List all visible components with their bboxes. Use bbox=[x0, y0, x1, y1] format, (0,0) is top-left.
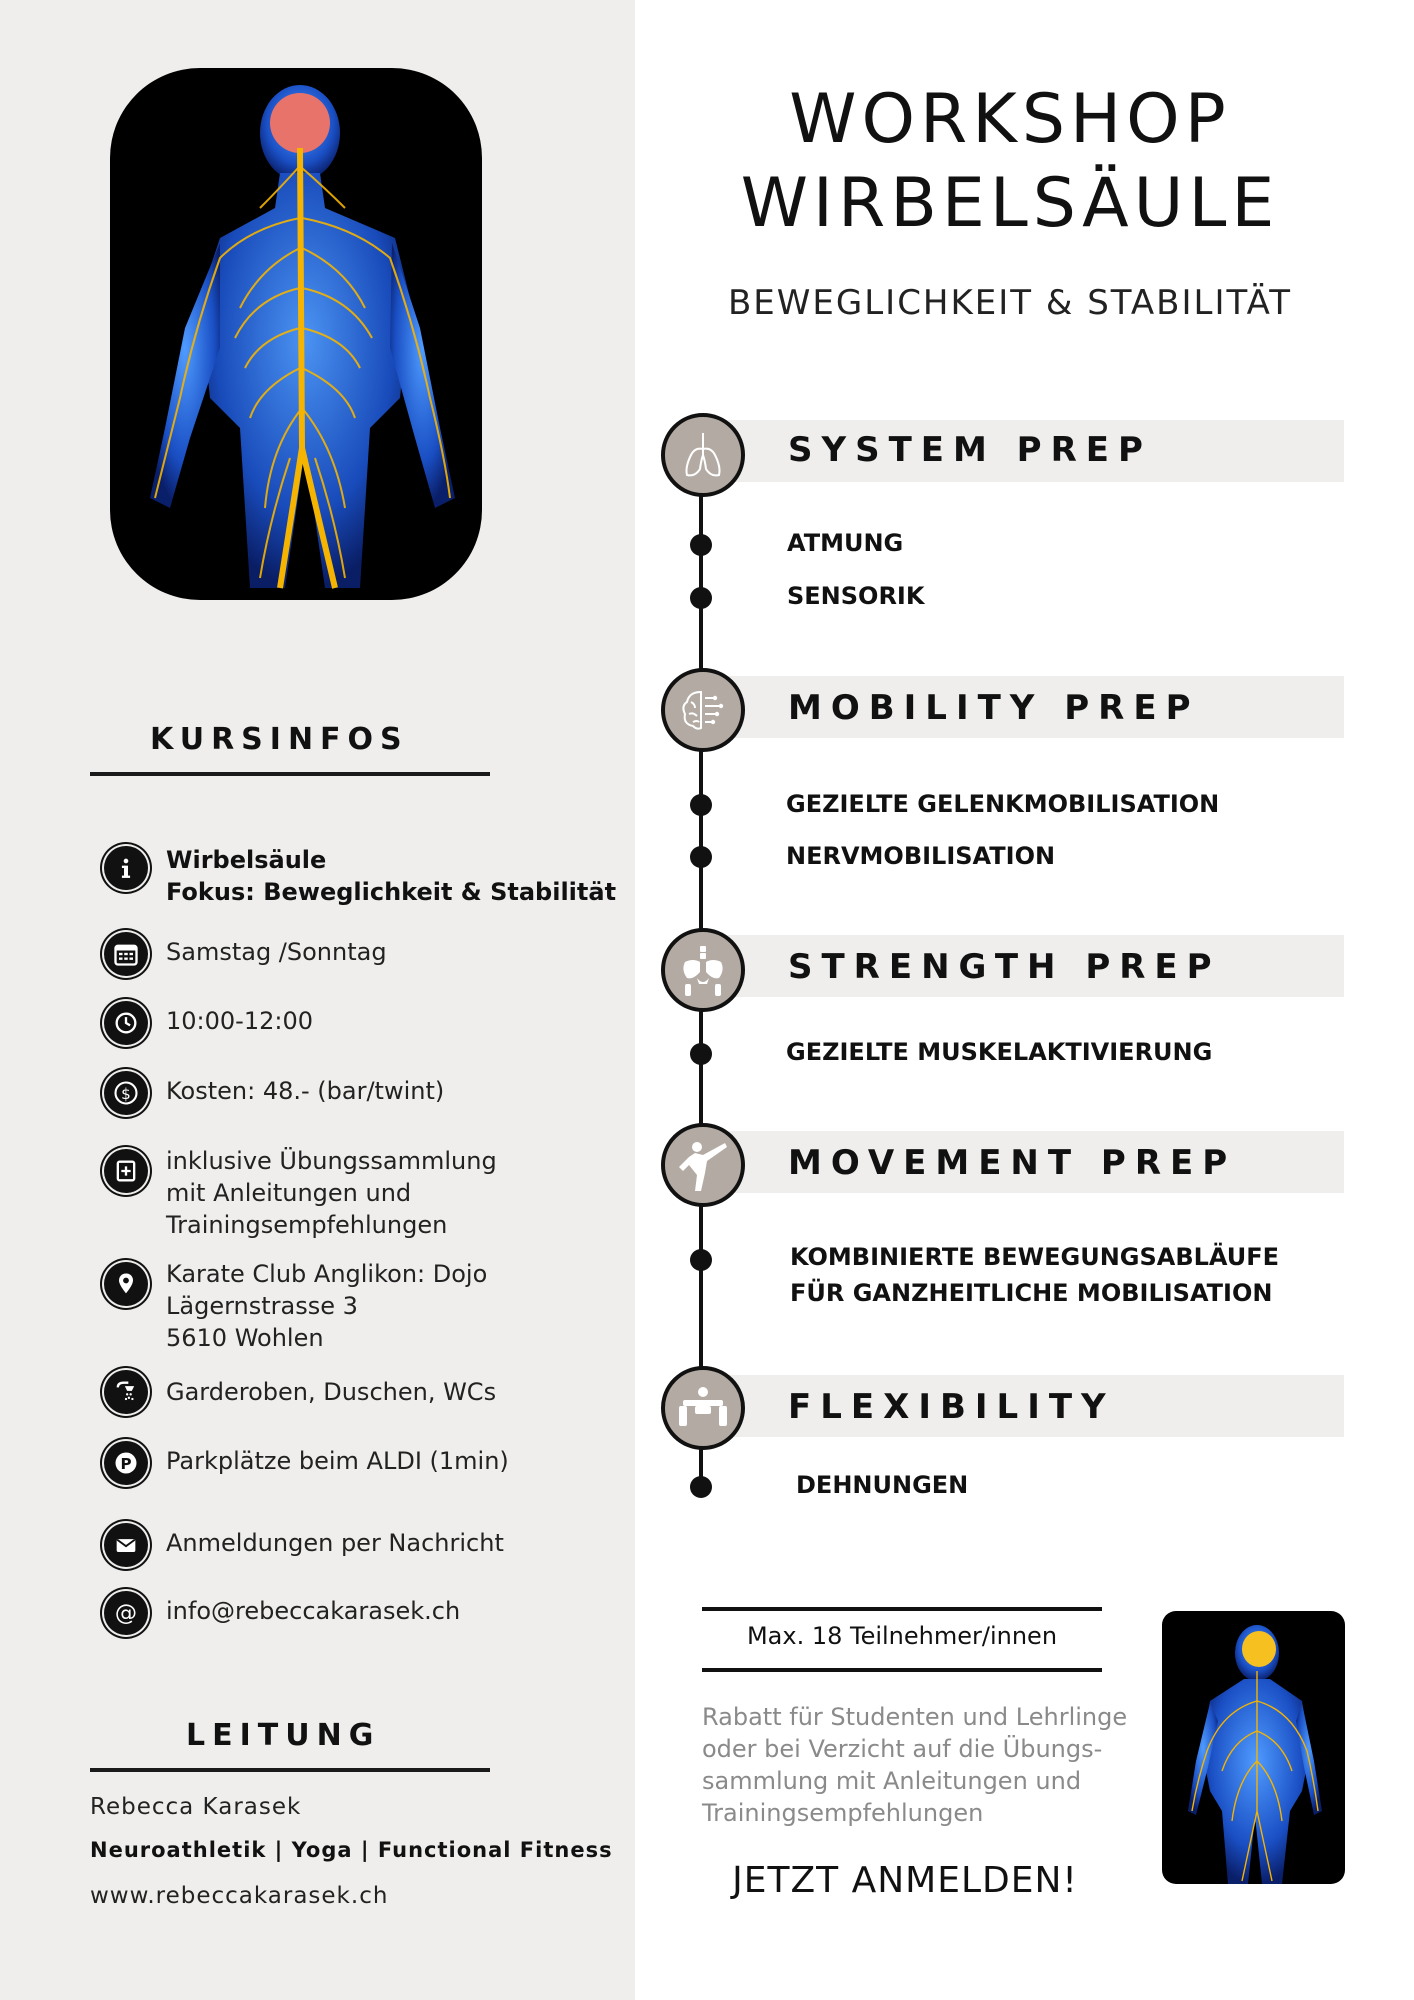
info-included-text bbox=[166, 1145, 497, 1241]
info-row-cost bbox=[104, 1071, 444, 1115]
leitung-specialties: Neuroathletik | Yoga | Functional Fitness bbox=[90, 1838, 613, 1862]
info-row-email bbox=[104, 1591, 460, 1635]
timeline-dot bbox=[690, 794, 712, 816]
title-line-2: WIRBELSÄULE bbox=[740, 164, 1280, 243]
female-nervous-system-image bbox=[1162, 1611, 1345, 1884]
info-topic-line-2: Fokus: Beweglichkeit & Stabilität bbox=[166, 878, 617, 906]
title-line-1: WORKSHOP bbox=[789, 80, 1231, 159]
module-item-sensorik: SENSORIK bbox=[787, 582, 925, 610]
svg-text:P: P bbox=[120, 1454, 132, 1473]
martial-arts-kick-icon bbox=[661, 1123, 745, 1207]
info-facilities-text: Garderoben, Duschen, WCs bbox=[166, 1378, 497, 1406]
timeline-dot bbox=[690, 1043, 712, 1065]
module-label-movement-prep: MOVEMENT PREP bbox=[788, 1143, 1237, 1183]
module-item-muskelaktivierung: GEZIELTE MUSKELAKTIVIERUNG bbox=[786, 1038, 1213, 1066]
info-location-line-1: Karate Club Anglikon: Dojo bbox=[166, 1260, 488, 1288]
timeline-dot bbox=[690, 587, 712, 609]
timeline-dot bbox=[690, 1249, 712, 1271]
nervous-system-image bbox=[110, 68, 482, 600]
participants-rule-top bbox=[702, 1607, 1102, 1611]
info-row-topic bbox=[104, 846, 616, 908]
leitung-website-link[interactable]: www.rebeccakarasek.ch bbox=[90, 1883, 389, 1909]
module-item-line-1: KOMBINIERTE BEWEGUNGSABLÄUFE bbox=[790, 1243, 1280, 1271]
info-cost-text: Kosten: 48.- (bar/twint) bbox=[166, 1077, 445, 1105]
info-location-text bbox=[166, 1258, 487, 1354]
register-cta[interactable]: JETZT ANMELDEN! bbox=[732, 1860, 1078, 1901]
participants-rule-bottom bbox=[702, 1668, 1102, 1672]
info-parking-text: Parkplätze beim ALDI (1min) bbox=[166, 1447, 509, 1475]
clock-icon bbox=[104, 1001, 148, 1045]
rabatt-line-3: sammlung mit Anleitungen und bbox=[702, 1767, 1082, 1795]
info-row-days bbox=[104, 932, 387, 976]
leitung-divider bbox=[90, 1768, 490, 1772]
info-days-text: Samstag /Sonntag bbox=[166, 938, 387, 966]
stretching-figure-icon bbox=[661, 1366, 745, 1450]
timeline-dot bbox=[690, 534, 712, 556]
info-included-line-2: mit Anleitungen und bbox=[166, 1179, 412, 1207]
at-icon bbox=[104, 1591, 148, 1635]
info-location-line-3: 5610 Wohlen bbox=[166, 1324, 324, 1352]
info-location-line-2: Lägernstrasse 3 bbox=[166, 1292, 358, 1320]
info-row-location bbox=[104, 1262, 487, 1354]
info-row-time bbox=[104, 1001, 313, 1045]
kursinfos-divider bbox=[90, 772, 490, 776]
module-label-mobility-prep: MOBILITY PREP bbox=[788, 688, 1200, 728]
info-row-registration bbox=[104, 1523, 504, 1567]
info-row-facilities bbox=[104, 1370, 496, 1414]
location-pin-icon bbox=[104, 1262, 148, 1306]
info-included-line-3: Trainingsempfehlungen bbox=[166, 1211, 448, 1239]
info-row-parking bbox=[104, 1441, 509, 1485]
leitung-heading: LEITUNG bbox=[186, 1718, 381, 1753]
module-item-nervmobilisation: NERVMOBILISATION bbox=[786, 842, 1056, 870]
info-registration-text: Anmeldungen per Nachricht bbox=[166, 1529, 504, 1557]
dollar-icon bbox=[104, 1071, 148, 1115]
rabatt-line-1: Rabatt für Studenten und Lehrlinge bbox=[702, 1703, 1128, 1731]
svg-text:@: @ bbox=[114, 1600, 138, 1626]
info-row-included bbox=[104, 1149, 497, 1241]
shower-icon bbox=[104, 1370, 148, 1414]
rabatt-line-4: Trainingsempfehlungen bbox=[702, 1799, 984, 1827]
page-title bbox=[640, 78, 1380, 246]
calendar-icon bbox=[104, 932, 148, 976]
info-topic-text bbox=[166, 844, 616, 908]
kursinfos-heading: KURSINFOS bbox=[150, 722, 409, 757]
mail-icon bbox=[104, 1523, 148, 1567]
parking-icon bbox=[104, 1441, 148, 1485]
info-email-link[interactable]: info@rebeccakarasek.ch bbox=[166, 1597, 461, 1625]
svg-text:$: $ bbox=[121, 1084, 131, 1103]
info-included-line-1: inklusive Übungssammlung bbox=[166, 1147, 497, 1175]
rabatt-line-2: oder bei Verzicht auf die Übungs- bbox=[702, 1735, 1103, 1763]
info-topic-line-1: Wirbelsäule bbox=[166, 846, 327, 874]
timeline-dot bbox=[690, 1476, 712, 1498]
module-item-dehnungen: DEHNUNGEN bbox=[796, 1471, 969, 1499]
info-icon bbox=[104, 846, 148, 890]
module-item-gelenkmobilisation: GEZIELTE GELENKMOBILISATION bbox=[786, 790, 1220, 818]
module-item-line-2: FÜR GANZHEITLICHE MOBILISATION bbox=[790, 1279, 1273, 1307]
module-label-strength-prep: STRENGTH PREP bbox=[788, 947, 1221, 987]
module-item-bewegungsablaeufe bbox=[790, 1239, 1279, 1311]
pelvis-icon bbox=[661, 928, 745, 1012]
rabatt-text bbox=[702, 1701, 1152, 1829]
leitung-name: Rebecca Karasek bbox=[90, 1794, 302, 1820]
module-item-atmung: ATMUNG bbox=[787, 529, 904, 557]
document-plus-icon bbox=[104, 1149, 148, 1193]
lungs-icon bbox=[661, 413, 745, 497]
module-label-flexibility: FLEXIBILITY bbox=[788, 1387, 1115, 1427]
max-participants: Max. 18 Teilnehmer/innen bbox=[746, 1622, 1058, 1650]
module-label-system-prep: SYSTEM PREP bbox=[788, 430, 1152, 470]
page-subtitle: BEWEGLICHKEIT & STABILITÄT bbox=[727, 283, 1293, 323]
timeline-dot bbox=[690, 846, 712, 868]
brain-circuit-icon bbox=[661, 668, 745, 752]
info-time-text: 10:00-12:00 bbox=[166, 1007, 313, 1035]
